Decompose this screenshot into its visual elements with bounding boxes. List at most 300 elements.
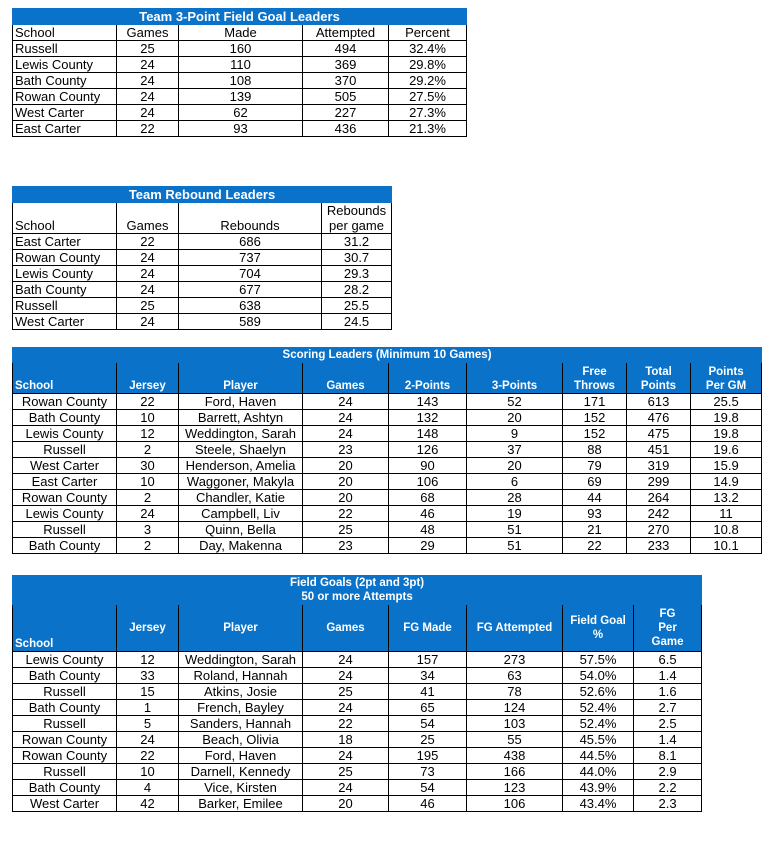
table-row <box>13 426 762 442</box>
table-cell: Bath County <box>13 668 117 684</box>
table-row <box>13 105 467 121</box>
table-cell: 24 <box>117 732 179 748</box>
table-cell: 438 <box>467 748 563 764</box>
table-cell: 68 <box>389 490 467 506</box>
table-cell: 31.2 <box>322 234 392 250</box>
table-cell: 57.5% <box>563 652 634 668</box>
table-cell: 2.2 <box>634 780 702 796</box>
table-cell: 21 <box>563 522 627 538</box>
table-cell: 15.9 <box>691 458 762 474</box>
table-cell: Waggoner, Makyla <box>179 474 303 490</box>
table-cell: 43.9% <box>563 780 634 796</box>
table-cell: 686 <box>179 234 322 250</box>
table-cell: 19 <box>467 506 563 522</box>
table-row <box>13 458 762 474</box>
table-row <box>13 474 762 490</box>
team-3pt-leaders-table <box>12 8 467 137</box>
table-cell: 79 <box>563 458 627 474</box>
table-cell: 93 <box>179 121 303 137</box>
table-cell: West Carter <box>13 458 117 474</box>
table-cell: 22 <box>117 234 179 250</box>
table-cell: 476 <box>627 410 691 426</box>
table-cell: Atkins, Josie <box>179 684 303 700</box>
table-cell: Weddington, Sarah <box>179 426 303 442</box>
table-cell: 613 <box>627 394 691 410</box>
table-cell: 29.2% <box>389 73 467 89</box>
table-row <box>13 394 762 410</box>
table-cell: 20 <box>303 474 389 490</box>
table-cell: 10 <box>117 764 179 780</box>
column-header: Player <box>179 363 303 394</box>
table-cell: 110 <box>179 57 303 73</box>
table-row <box>13 73 467 89</box>
table-cell: Russell <box>13 522 117 538</box>
table-cell: 22 <box>563 538 627 554</box>
table-cell: 124 <box>467 700 563 716</box>
table-cell: 227 <box>303 105 389 121</box>
table-cell: Lewis County <box>13 426 117 442</box>
table-cell: 54.0% <box>563 668 634 684</box>
header-line: Points <box>640 380 677 392</box>
team-rebound-leaders-table <box>12 186 392 330</box>
table-row <box>13 652 702 668</box>
table-row <box>13 506 762 522</box>
table-cell: 8.1 <box>634 748 702 764</box>
table-cell: 41 <box>389 684 467 700</box>
table-cell: 19.8 <box>691 426 762 442</box>
table-cell: 24 <box>117 506 179 522</box>
table-cell: Ford, Haven <box>179 394 303 410</box>
table-cell: 24 <box>117 250 179 266</box>
table-cell: 14.9 <box>691 474 762 490</box>
table-cell: 24 <box>303 700 389 716</box>
table-cell: 25 <box>117 41 179 57</box>
table-cell: 55 <box>467 732 563 748</box>
table-cell: Russell <box>13 298 117 314</box>
table-cell: Ford, Haven <box>179 748 303 764</box>
table-cell: 10.1 <box>691 538 762 554</box>
table-cell: 166 <box>467 764 563 780</box>
table-cell: 46 <box>389 506 467 522</box>
table-row <box>13 700 702 716</box>
header-line: Per <box>658 622 677 634</box>
table-cell: 143 <box>389 394 467 410</box>
table-row <box>13 490 762 506</box>
table-cell: 51 <box>467 538 563 554</box>
table-cell: 737 <box>179 250 322 266</box>
table-cell: 45.5% <box>563 732 634 748</box>
table-cell: 52.4% <box>563 716 634 732</box>
table-cell: 24 <box>117 314 179 330</box>
column-header: School <box>13 25 117 41</box>
table-cell: 24 <box>303 780 389 796</box>
table-cell: 704 <box>179 266 322 282</box>
table-cell: 24 <box>303 652 389 668</box>
table-cell: 69 <box>563 474 627 490</box>
table-row <box>13 314 392 330</box>
table-title: Team Rebound Leaders <box>13 187 392 203</box>
table-cell: 22 <box>303 716 389 732</box>
table-row <box>13 410 762 426</box>
table-cell: 2.3 <box>634 796 702 812</box>
table-cell: Sanders, Hannah <box>179 716 303 732</box>
table-cell: 34 <box>389 668 467 684</box>
table-cell: Chandler, Katie <box>179 490 303 506</box>
scoring-leaders-table <box>12 347 762 554</box>
table-cell: Russell <box>13 442 117 458</box>
table-cell: 195 <box>389 748 467 764</box>
table-row <box>13 442 762 458</box>
column-header: Attempted <box>303 25 389 41</box>
table-cell: 52.4% <box>563 700 634 716</box>
table-cell: 19.6 <box>691 442 762 458</box>
table-cell: 157 <box>389 652 467 668</box>
table-cell: 126 <box>389 442 467 458</box>
table-cell: 24 <box>303 668 389 684</box>
table-row <box>13 668 702 684</box>
table-cell: 30.7 <box>322 250 392 266</box>
header-line: Game <box>651 636 684 648</box>
table-cell: 29 <box>389 538 467 554</box>
table-cell: 24 <box>117 266 179 282</box>
table-cell: 2 <box>117 490 179 506</box>
table-subtitle: 50 or more Attempts <box>13 590 702 605</box>
table-row <box>13 684 702 700</box>
table-row <box>13 298 392 314</box>
column-header: 3-Points <box>467 363 563 394</box>
table-cell: 6.5 <box>634 652 702 668</box>
table-row <box>13 748 702 764</box>
table-header-row <box>13 363 762 394</box>
table-cell: 23 <box>303 538 389 554</box>
table-cell: 25 <box>303 522 389 538</box>
table-row <box>13 780 702 796</box>
table-cell: 44.5% <box>563 748 634 764</box>
table-cell: Bath County <box>13 538 117 554</box>
table-cell: 78 <box>467 684 563 700</box>
table-cell: 12 <box>117 652 179 668</box>
table-cell: Roland, Hannah <box>179 668 303 684</box>
table-cell: Bath County <box>13 282 117 298</box>
column-header: Player <box>179 605 303 652</box>
table-cell: 319 <box>627 458 691 474</box>
table-row <box>13 764 702 780</box>
table-row <box>13 732 702 748</box>
table-cell: Barker, Emilee <box>179 796 303 812</box>
table-cell: 123 <box>467 780 563 796</box>
table-cell: French, Bayley <box>179 700 303 716</box>
table-cell: 139 <box>179 89 303 105</box>
table-cell: Rowan County <box>13 732 117 748</box>
table-cell: 2.5 <box>634 716 702 732</box>
table-cell: 20 <box>467 458 563 474</box>
table-cell: 10 <box>117 410 179 426</box>
table-cell: Russell <box>13 716 117 732</box>
table-cell: 48 <box>389 522 467 538</box>
table-cell: 54 <box>389 780 467 796</box>
table-cell: West Carter <box>13 105 117 121</box>
table-cell: 132 <box>389 410 467 426</box>
table-cell: 24 <box>117 89 179 105</box>
table-cell: 3 <box>117 522 179 538</box>
table-title: Scoring Leaders (Minimum 10 Games) <box>13 348 762 363</box>
table-row <box>13 41 467 57</box>
column-header: FG Attempted <box>467 605 563 652</box>
table-cell: 6 <box>467 474 563 490</box>
table-cell: Lewis County <box>13 652 117 668</box>
table-cell: 24 <box>303 748 389 764</box>
header-line: Points <box>708 366 744 378</box>
table-cell: 20 <box>303 458 389 474</box>
table-cell: Lewis County <box>13 266 117 282</box>
table-cell: 24 <box>303 410 389 426</box>
table-cell: 2 <box>117 538 179 554</box>
table-cell: Bath County <box>13 73 117 89</box>
column-header: Made <box>179 25 303 41</box>
table-cell: 54 <box>389 716 467 732</box>
table-cell: 233 <box>627 538 691 554</box>
column-header: School <box>13 203 117 234</box>
table-cell: 24 <box>117 105 179 121</box>
column-header: FG Made <box>389 605 467 652</box>
table-cell: West Carter <box>13 796 117 812</box>
table-cell: 24 <box>117 73 179 89</box>
table-cell: 436 <box>303 121 389 137</box>
table-cell: 638 <box>179 298 322 314</box>
table-cell: 1 <box>117 700 179 716</box>
table-header-row <box>13 605 702 652</box>
table-cell: 160 <box>179 41 303 57</box>
column-header: School <box>13 605 117 652</box>
table-cell: Lewis County <box>13 506 117 522</box>
table-cell: Beach, Olivia <box>179 732 303 748</box>
table-cell: 12 <box>117 426 179 442</box>
table-cell: 24.5 <box>322 314 392 330</box>
table-header-row <box>13 203 392 219</box>
table-cell: 494 <box>303 41 389 57</box>
table-cell: Barrett, Ashtyn <box>179 410 303 426</box>
table-header-row <box>13 25 467 41</box>
header-line: Per GM <box>705 380 747 392</box>
table-cell: 43.4% <box>563 796 634 812</box>
table-cell: 22 <box>117 394 179 410</box>
table-cell: 73 <box>389 764 467 780</box>
header-line: % <box>592 629 604 641</box>
column-header <box>691 363 762 394</box>
table-cell: West Carter <box>13 314 117 330</box>
table-cell: 475 <box>627 426 691 442</box>
table-cell: 44 <box>563 490 627 506</box>
table-cell: 1.4 <box>634 668 702 684</box>
table-cell: 370 <box>303 73 389 89</box>
table-cell: 22 <box>303 506 389 522</box>
header-line: Throws <box>574 380 615 392</box>
table-cell: 88 <box>563 442 627 458</box>
column-header: Games <box>303 363 389 394</box>
table-cell: Rowan County <box>13 89 117 105</box>
table-cell: 24 <box>303 426 389 442</box>
table-cell: 5 <box>117 716 179 732</box>
table-cell: 152 <box>563 426 627 442</box>
table-cell: 9 <box>467 426 563 442</box>
table-cell: 28 <box>467 490 563 506</box>
table-cell: 19.8 <box>691 410 762 426</box>
table-row <box>13 89 467 105</box>
table-cell: 451 <box>627 442 691 458</box>
table-cell: 24 <box>303 394 389 410</box>
table-cell: Campbell, Liv <box>179 506 303 522</box>
table-cell: 677 <box>179 282 322 298</box>
table-cell: Henderson, Amelia <box>179 458 303 474</box>
table-cell: 108 <box>179 73 303 89</box>
table-cell: 33 <box>117 668 179 684</box>
table-row <box>13 57 467 73</box>
table-cell: 29.3 <box>322 266 392 282</box>
table-cell: 13.2 <box>691 490 762 506</box>
table-cell: Quinn, Bella <box>179 522 303 538</box>
table-cell: Russell <box>13 684 117 700</box>
table-cell: 1.4 <box>634 732 702 748</box>
table-cell: 25.5 <box>322 298 392 314</box>
table-cell: Lewis County <box>13 57 117 73</box>
table-cell: Bath County <box>13 780 117 796</box>
table-cell: 42 <box>117 796 179 812</box>
header-line: Field Goal <box>570 615 626 627</box>
column-header: Games <box>117 25 179 41</box>
column-header: Percent <box>389 25 467 41</box>
table-cell: Rowan County <box>13 394 117 410</box>
table-cell: 2.9 <box>634 764 702 780</box>
table-cell: 27.3% <box>389 105 467 121</box>
table-cell: 44.0% <box>563 764 634 780</box>
table-cell: 25.5 <box>691 394 762 410</box>
table-cell: Russell <box>13 764 117 780</box>
table-cell: 23 <box>303 442 389 458</box>
table-cell: 51 <box>467 522 563 538</box>
table-cell: 369 <box>303 57 389 73</box>
table-cell: Vice, Kirsten <box>179 780 303 796</box>
column-header: Rebounds <box>179 203 322 234</box>
table-title: Team 3-Point Field Goal Leaders <box>13 9 467 25</box>
table-cell: Bath County <box>13 410 117 426</box>
table-row <box>13 796 702 812</box>
table-cell: Rowan County <box>13 250 117 266</box>
table-cell: East Carter <box>13 121 117 137</box>
table-row <box>13 538 762 554</box>
table-cell: 52.6% <box>563 684 634 700</box>
table-cell: 1.6 <box>634 684 702 700</box>
table-cell: 25 <box>303 684 389 700</box>
table-cell: 27.5% <box>389 89 467 105</box>
table-cell: 20 <box>467 410 563 426</box>
table-cell: 148 <box>389 426 467 442</box>
table-cell: 93 <box>563 506 627 522</box>
table-row <box>13 266 392 282</box>
table-cell: 20 <box>303 796 389 812</box>
table-cell: 273 <box>467 652 563 668</box>
table-cell: 29.8% <box>389 57 467 73</box>
table-cell: 505 <box>303 89 389 105</box>
table-row <box>13 121 467 137</box>
table-row <box>13 234 392 250</box>
table-cell: Bath County <box>13 700 117 716</box>
header-line: Free <box>582 366 607 378</box>
table-cell: 32.4% <box>389 41 467 57</box>
table-cell: 152 <box>563 410 627 426</box>
column-header <box>563 605 634 652</box>
table-cell: 4 <box>117 780 179 796</box>
table-cell: 28.2 <box>322 282 392 298</box>
table-cell: 63 <box>467 668 563 684</box>
column-header: School <box>13 363 117 394</box>
column-header: Jersey <box>117 363 179 394</box>
table-cell: 37 <box>467 442 563 458</box>
table-row <box>13 282 392 298</box>
table-cell: Rowan County <box>13 490 117 506</box>
table-cell: East Carter <box>13 474 117 490</box>
table-cell: 62 <box>179 105 303 121</box>
table-cell: 65 <box>389 700 467 716</box>
table-cell: Steele, Shaelyn <box>179 442 303 458</box>
table-cell: 25 <box>303 764 389 780</box>
column-header: 2-Points <box>389 363 467 394</box>
table-cell: 22 <box>117 748 179 764</box>
table-cell: 106 <box>389 474 467 490</box>
header-line: Total <box>645 366 672 378</box>
table-cell: 589 <box>179 314 322 330</box>
table-cell: 25 <box>117 298 179 314</box>
table-cell: Darnell, Kennedy <box>179 764 303 780</box>
column-header: per game <box>322 218 392 234</box>
table-cell: East Carter <box>13 234 117 250</box>
table-cell: 299 <box>627 474 691 490</box>
table-cell: 20 <box>303 490 389 506</box>
table-row <box>13 250 392 266</box>
table-cell: 103 <box>467 716 563 732</box>
table-cell: Day, Makenna <box>179 538 303 554</box>
column-header: Games <box>303 605 389 652</box>
table-cell: 10.8 <box>691 522 762 538</box>
column-header: Jersey <box>117 605 179 652</box>
table-cell: Rowan County <box>13 748 117 764</box>
table-cell: 10 <box>117 474 179 490</box>
table-cell: 264 <box>627 490 691 506</box>
column-header <box>634 605 702 652</box>
column-header <box>563 363 627 394</box>
table-cell: 46 <box>389 796 467 812</box>
table-cell: Weddington, Sarah <box>179 652 303 668</box>
table-row <box>13 522 762 538</box>
table-cell: 24 <box>117 57 179 73</box>
table-cell: 18 <box>303 732 389 748</box>
table-cell: 25 <box>389 732 467 748</box>
table-cell: 242 <box>627 506 691 522</box>
table-cell: 2.7 <box>634 700 702 716</box>
table-cell: 52 <box>467 394 563 410</box>
header-line: FG <box>659 608 676 620</box>
table-cell: 24 <box>117 282 179 298</box>
table-cell: 90 <box>389 458 467 474</box>
column-header <box>627 363 691 394</box>
field-goals-table <box>12 575 702 812</box>
column-header: Games <box>117 203 179 234</box>
table-cell: 106 <box>467 796 563 812</box>
table-cell: 270 <box>627 522 691 538</box>
column-header: Rebounds <box>322 203 392 219</box>
table-row <box>13 716 702 732</box>
table-cell: 30 <box>117 458 179 474</box>
table-cell: 2 <box>117 442 179 458</box>
